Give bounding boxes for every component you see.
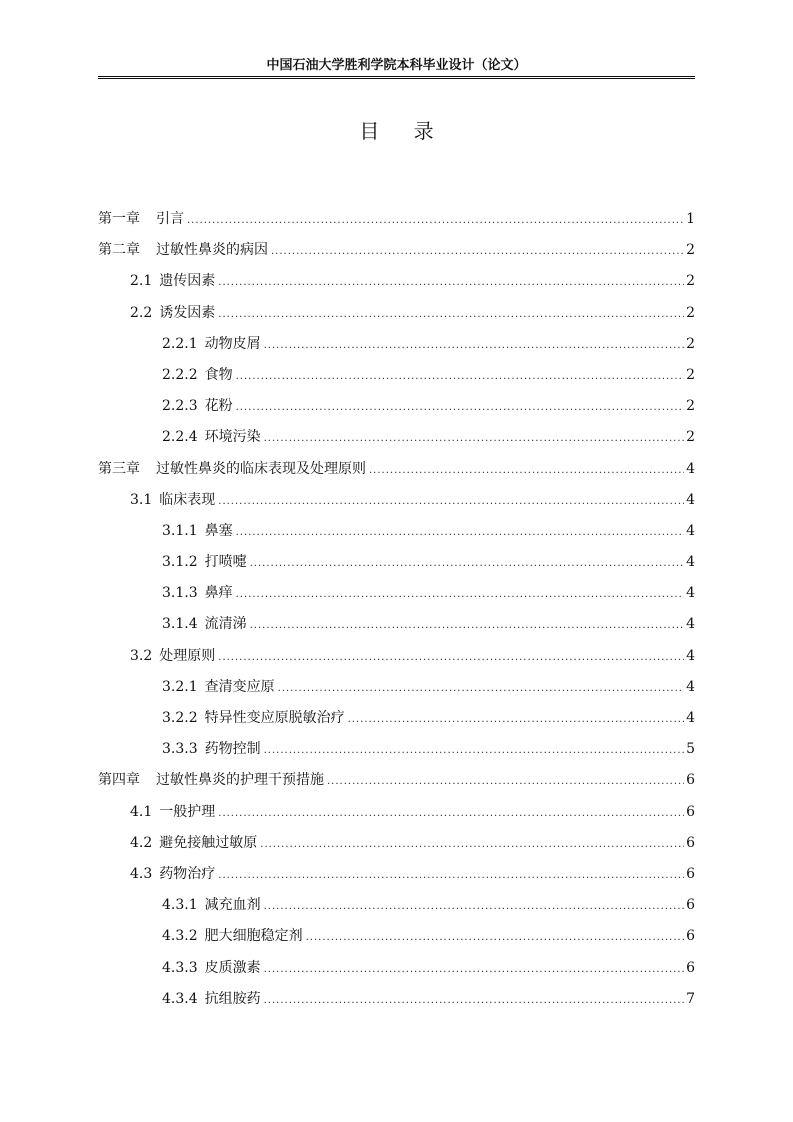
toc-entry-number: 4.2	[130, 834, 153, 851]
toc-entry-title: 过敏性鼻炎的临床表现及处理原则	[156, 460, 366, 477]
toc-entry-title: 花粉	[204, 398, 233, 415]
toc-entry-page-number: 6	[686, 772, 695, 789]
toc-entry-number: 第四章	[98, 772, 140, 789]
toc-entry-page-number: 6	[686, 834, 695, 851]
toc-dot-leader	[218, 863, 684, 889]
toc-entry-number: 4.3.1	[162, 897, 198, 914]
toc-dot-leader	[348, 707, 684, 733]
toc-entry-page-number: 2	[686, 304, 695, 321]
toc-entry-page-number: 2	[686, 242, 695, 259]
toc-entry[interactable]	[98, 456, 695, 487]
toc-dot-leader	[271, 239, 684, 265]
toc-dot-leader	[264, 426, 684, 452]
toc-entry-page-number: 4	[686, 554, 695, 571]
toc-entry-number: 3.1.1	[162, 522, 198, 539]
toc-dot-leader	[218, 645, 684, 671]
toc-entry-page-number: 4	[686, 678, 695, 695]
toc-dot-leader	[236, 520, 684, 546]
toc-entry-page-number: 4	[686, 491, 695, 508]
toc-entry-page-number: 4	[686, 522, 695, 539]
toc-dot-leader	[369, 458, 684, 484]
toc-dot-leader	[260, 832, 684, 858]
toc-entry-page-number: 6	[686, 865, 695, 882]
toc-entry-page-number: 1	[686, 211, 695, 227]
toc-entry-title: 肥大细胞稳定剂	[204, 928, 303, 945]
toc-entry[interactable]	[98, 580, 695, 611]
toc-entry[interactable]	[98, 892, 695, 923]
toc-entry-page-number: 2	[686, 273, 695, 290]
toc-entry[interactable]	[98, 424, 695, 455]
toc-entry-number: 2.2.3	[162, 398, 198, 415]
toc-entry-number: 4.3.4	[162, 990, 198, 1007]
toc-entry-number: 3.1.2	[162, 554, 198, 571]
toc-entry-page-number: 4	[686, 616, 695, 633]
toc-entry[interactable]	[98, 487, 695, 518]
toc-entry-title: 流清涕	[204, 616, 247, 633]
toc-entry-page-number: 6	[686, 897, 695, 914]
toc-dot-leader	[327, 769, 684, 795]
toc-entry[interactable]	[98, 767, 695, 798]
toc-entry-title: 药物控制	[204, 741, 261, 758]
toc-dot-leader	[306, 925, 684, 951]
toc-entry-number: 2.1	[130, 273, 153, 290]
toc-dot-leader	[218, 489, 684, 515]
toc-entry-page-number: 6	[686, 803, 695, 820]
toc-entry-page-number: 4	[686, 647, 695, 664]
toc-dot-leader	[218, 801, 684, 827]
toc-dot-leader	[236, 582, 684, 608]
toc-entry-title: 处理原则	[159, 647, 216, 664]
toc-entry-page-number: 5	[686, 741, 695, 758]
toc-entry-page-number: 4	[686, 585, 695, 602]
toc-entry-number: 2.2.4	[162, 429, 198, 446]
toc-dot-leader	[250, 551, 684, 577]
toc-entry-title: 环境污染	[204, 429, 261, 446]
toc-dot-leader	[264, 738, 684, 764]
toc-entry-number: 3.2.2	[162, 710, 198, 726]
toc-dot-leader	[236, 395, 684, 421]
toc-dot-leader	[218, 270, 684, 296]
toc-entry-page-number: 6	[686, 928, 695, 945]
toc-entry-number: 3.2.1	[162, 678, 198, 695]
toc-dot-leader	[187, 208, 684, 234]
toc-entry-title: 查清变应原	[204, 678, 275, 695]
toc-entry-number: 4.1	[130, 803, 153, 820]
toc-entry-page-number: 2	[686, 335, 695, 352]
toc-entry-page-number: 7	[686, 990, 695, 1007]
toc-entry-title: 鼻痒	[204, 585, 233, 602]
toc-dot-leader	[250, 613, 684, 639]
toc-entry-title: 一般护理	[159, 803, 216, 820]
toc-entry-title: 遗传因素	[159, 273, 216, 290]
toc-dot-leader	[264, 957, 684, 983]
toc-entry-number: 2.2.2	[162, 366, 198, 383]
toc-entry[interactable]	[98, 300, 695, 331]
toc-entry[interactable]	[98, 830, 695, 861]
toc-entry-title: 过敏性鼻炎的病因	[156, 242, 268, 259]
toc-entry-number: 3.1.4	[162, 616, 198, 633]
toc-entry[interactable]	[98, 549, 695, 580]
toc-entry-number: 4.3	[130, 865, 153, 882]
toc-entry-title: 皮质激素	[204, 959, 261, 976]
toc-entry[interactable]	[98, 861, 695, 892]
toc-entry-page-number: 2	[686, 366, 695, 383]
toc-entry-page-number: 4	[686, 460, 695, 477]
toc-entry-title: 诱发因素	[159, 304, 216, 321]
toc-title: 目 录	[359, 119, 448, 143]
toc-entry[interactable]	[98, 643, 695, 674]
toc-entry-title: 动物皮屑	[204, 335, 261, 352]
toc-entry-title: 抗组胺药	[204, 990, 261, 1007]
toc-entry[interactable]	[98, 611, 695, 642]
table-of-contents	[98, 206, 695, 1017]
toc-entry[interactable]	[98, 393, 695, 424]
toc-entry-number: 2.2.1	[162, 335, 198, 352]
toc-entry-title: 药物治疗	[159, 865, 216, 882]
toc-entry[interactable]	[98, 518, 695, 549]
toc-entry[interactable]	[98, 268, 695, 299]
toc-entry-title: 过敏性鼻炎的护理干预措施	[156, 772, 324, 789]
toc-entry[interactable]	[98, 331, 695, 362]
toc-entry[interactable]	[98, 923, 695, 954]
toc-entry-number: 3.3.3	[162, 741, 198, 758]
toc-entry[interactable]	[98, 362, 695, 393]
toc-entry-number: 第一章	[98, 211, 140, 227]
toc-entry-page-number: 2	[686, 398, 695, 415]
toc-dot-leader	[264, 988, 684, 1014]
page-header: 中国石油大学胜利学院本科毕业设计（论文）	[266, 58, 527, 73]
toc-entry-number: 3.1	[130, 491, 153, 508]
toc-dot-leader	[264, 894, 684, 920]
toc-entry[interactable]	[98, 237, 695, 268]
toc-entry[interactable]	[98, 736, 695, 767]
toc-entry-title: 鼻塞	[204, 522, 233, 539]
toc-entry-title: 打喷嚏	[204, 554, 247, 571]
toc-entry-number: 4.3.2	[162, 928, 198, 945]
toc-entry[interactable]	[98, 206, 695, 237]
toc-entry-number: 3.2	[130, 647, 153, 664]
toc-dot-leader	[236, 364, 684, 390]
toc-entry-title: 特异性变应原脱敏治疗	[204, 710, 345, 726]
toc-entry[interactable]	[98, 674, 695, 705]
toc-entry-page-number: 6	[686, 959, 695, 976]
toc-entry[interactable]	[98, 986, 695, 1017]
toc-entry-title: 减充血剂	[204, 897, 261, 914]
toc-entry[interactable]	[98, 799, 695, 830]
toc-entry-title: 临床表现	[159, 491, 216, 508]
toc-entry[interactable]	[98, 955, 695, 986]
toc-entry-number: 第三章	[98, 460, 140, 477]
toc-entry-title: 引言	[156, 211, 184, 227]
toc-entry-number: 2.2	[130, 304, 153, 321]
toc-entry-page-number: 4	[686, 710, 695, 726]
toc-entry-number: 4.3.3	[162, 959, 198, 976]
toc-dot-leader	[278, 676, 684, 702]
toc-entry-number: 3.1.3	[162, 585, 198, 602]
toc-entry-title: 食物	[204, 366, 233, 383]
toc-dot-leader	[264, 333, 684, 359]
toc-dot-leader	[218, 302, 684, 328]
toc-entry-number: 第二章	[98, 242, 140, 259]
toc-entry-title: 避免接触过敏原	[159, 834, 258, 851]
toc-entry[interactable]	[98, 705, 695, 736]
header-divider	[98, 76, 695, 79]
toc-entry-page-number: 2	[686, 429, 695, 446]
